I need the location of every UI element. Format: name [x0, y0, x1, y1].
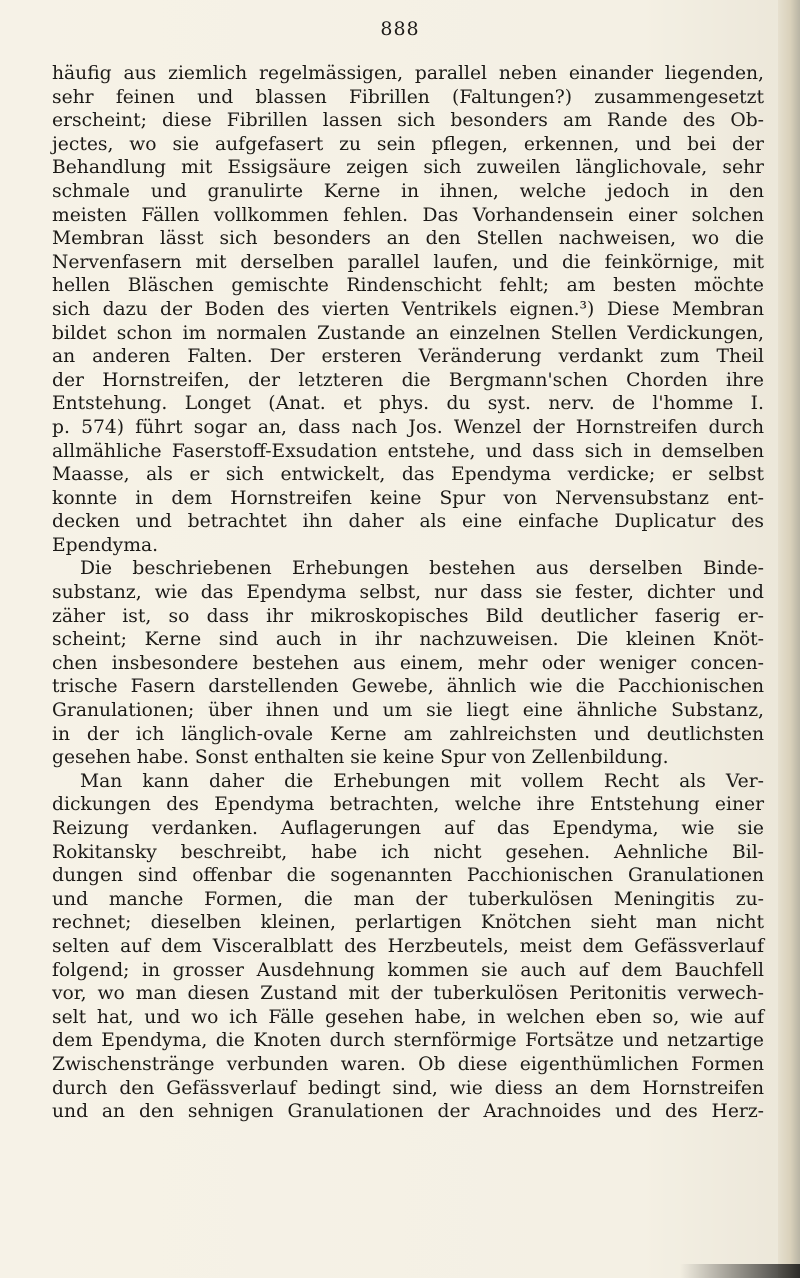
text-line: der Hornstreifen, der letzteren die Bergmann'schen Chorden ihre: [52, 369, 764, 391]
text-line: häufig aus ziemlich regelmässigen, parallel neben einander liegenden,: [52, 63, 764, 84]
text-line: selt hat, und wo ich Fälle gesehen habe, in welchen eben so, wie auf: [52, 1006, 764, 1028]
text-line: Maasse, als er sich entwickelt, das Ependyma verdicke; er selbst: [52, 464, 764, 486]
text-line: jectes, wo sie aufgefasert zu sein pflegen, erkennen, und bei der: [52, 133, 764, 155]
text-line: trische Fasern darstellenden Gewebe, ähnlich wie die Pacchionischen: [52, 676, 764, 698]
text-line: decken und betrachtet ihn daher als eine einfache Duplicatur des: [52, 511, 764, 533]
text-line: p. 574) führt sogar an, dass nach Jos. Wenzel der Hornstreifen durch: [52, 416, 764, 438]
body-text: [52, 62, 764, 1124]
corner-shadow: [680, 1264, 800, 1278]
text-line: und manche Formen, die man der tuberkulösen Meningitis zu-: [52, 888, 764, 910]
text-line: durch den Gefässverlauf bedingt sind, wie diess an dem Hornstreifen: [52, 1077, 764, 1099]
text-line: selten auf dem Visceralblatt des Herzbeutels, meist dem Gefässverlauf: [52, 935, 764, 957]
text-line: dungen sind offenbar die sogenannten Pacchionischen Granulationen: [52, 865, 764, 887]
text-line: Behandlung mit Essigsäure zeigen sich zuweilen länglichovale, sehr: [52, 157, 764, 179]
text-line: meisten Fällen vollkommen fehlen. Das Vorhandensein einer solchen: [52, 204, 764, 226]
text-line: in der ich länglich-ovale Kerne am zahlreichsten und deutlichsten: [52, 723, 764, 745]
text-line: scheint; Kerne sind auch in ihr nachzuweisen. Die kleinen Knöt-: [52, 629, 764, 651]
text-line: erscheint; diese Fibrillen lassen sich besonders am Rande des Ob-: [52, 110, 764, 132]
text-line: Entstehung. Longet (Anat. et phys. du syst. nerv. de l'homme I.: [52, 393, 764, 415]
text-line: dem Ependyma, die Knoten durch sternförmige Fortsätze und netzartige: [52, 1030, 764, 1052]
text-line: rechnet; dieselben kleinen, perlartigen Knötchen sieht man nicht: [52, 912, 764, 934]
page-edge-shadow: [778, 0, 800, 1278]
text-line: sich dazu der Boden des vierten Ventrikels eignen.³) Diese Membran: [52, 298, 764, 320]
text-line: zäher ist, so dass ihr mikroskopisches Bild deutlicher faserig er-: [52, 605, 764, 627]
text-line: Granulationen; über ihnen und um sie liegt eine ähnliche Substanz,: [52, 700, 764, 722]
text-line: Reizung verdanken. Auflagerungen auf das Ependyma, wie sie: [52, 818, 764, 839]
text-line: allmähliche Faserstoff-Exsudation entstehe, und dass sich in demselben: [52, 440, 764, 462]
text-line: bildet schon im normalen Zustande an einzelnen Stellen Verdickungen,: [52, 322, 764, 344]
paragraph-start-line: Die beschriebenen Erhebungen bestehen aus derselben Binde-: [80, 558, 764, 580]
text-line: Zwischenstränge verbunden waren. Ob diese eigenthümlichen Formen: [52, 1053, 764, 1075]
text-line: Membran lässt sich besonders an den Stellen nachweisen, wo die: [52, 228, 764, 250]
text-line: Rokitansky beschreibt, habe ich nicht gesehen. Aehnliche Bil-: [52, 841, 764, 863]
text-line: substanz, wie das Ependyma selbst, nur dass sie fester, dichter und: [52, 582, 764, 604]
text-line: vor, wo man diesen Zustand mit der tuberkulösen Peritonitis verwech-: [52, 983, 764, 1005]
text-line: an anderen Falten. Der ersteren Veränderung verdankt zum Theil: [52, 346, 764, 368]
page-number: 888: [380, 18, 420, 40]
text-line: dickungen des Ependyma betrachten, welche ihre Entstehung einer: [52, 794, 764, 816]
text-line: folgend; in grosser Ausdehnung kommen sie auch auf dem Bauchfell: [52, 959, 764, 981]
text-line: Nervenfasern mit derselben parallel laufen, und die feinkörnige, mit: [52, 251, 764, 273]
text-line: Ependyma.: [52, 534, 159, 556]
text-line: gesehen habe. Sonst enthalten sie keine Spur von Zellenbildung.: [52, 747, 669, 769]
text-line: konnte in dem Hornstreifen keine Spur von Nervensubstanz ent-: [52, 487, 764, 509]
paragraph-start-line: Man kann daher die Erhebungen mit vollem Recht als Ver-: [80, 770, 764, 792]
text-line: schmale und granulirte Kerne in ihnen, welche jedoch in den: [52, 180, 764, 202]
text-line: sehr feinen und blassen Fibrillen (Faltungen?) zusammengesetzt: [52, 86, 764, 108]
text-line: chen insbesondere bestehen aus einem, mehr oder weniger concen-: [52, 652, 764, 674]
text-line: hellen Bläschen gemischte Rindenschicht fehlt; am besten möchte: [52, 275, 764, 297]
text-line: und an den sehnigen Granulationen der Arachnoides und des Herz-: [52, 1101, 764, 1123]
